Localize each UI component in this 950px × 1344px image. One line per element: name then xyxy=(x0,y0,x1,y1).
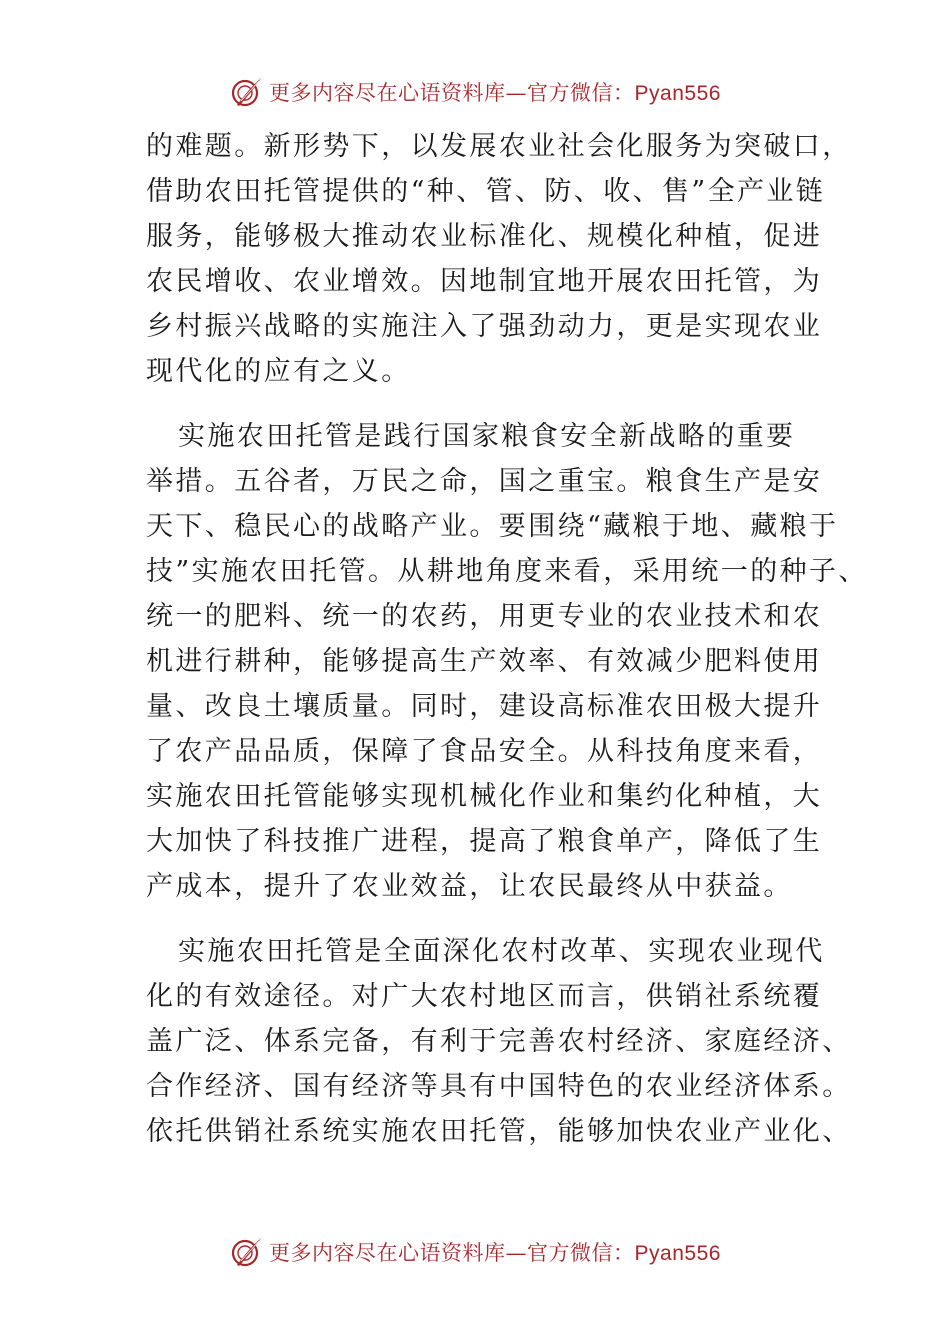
text-line: 乡村振兴战略的实施注入了强劲动力，更是实现农业 xyxy=(146,311,823,342)
text-line: 借助农田托管提供的“种、管、防、收、售”全产业链 xyxy=(146,176,826,207)
header-banner xyxy=(0,72,950,112)
header-banner-text: 更多内容尽在心语资料库—官方微信：Pyan556 xyxy=(269,81,721,105)
header-wechat-id: Pyan556 xyxy=(634,82,721,105)
footer-banner xyxy=(0,1232,950,1272)
footer-banner-text: 更多内容尽在心语资料库—官方微信：Pyan556 xyxy=(269,1241,721,1265)
text-line: 实施农田托管是践行国家粮食安全新战略的重要 xyxy=(178,421,796,452)
text-line: 实施农田托管能够实现机械化作业和集约化种植，大 xyxy=(146,781,823,812)
text-line: 举措。五谷者，万民之命，国之重宝。粮食生产是安 xyxy=(146,466,823,497)
document-body xyxy=(146,124,868,1154)
text-line: 现代化的应有之义。 xyxy=(146,356,411,387)
text-line: 技”实施农田托管。从耕地角度来看，采用统一的种子、 xyxy=(146,556,868,587)
text-line: 了农产品品质，保障了食品安全。从科技角度来看， xyxy=(146,736,823,767)
text-line: 农民增收、农业增效。因地制宜地开展农田托管，为 xyxy=(146,266,823,297)
feather-quill-logo-icon xyxy=(229,1235,263,1269)
text-line: 大加快了科技推广进程，提高了粮食单产，降低了生 xyxy=(146,826,823,857)
feather-quill-logo-icon xyxy=(229,75,263,109)
paragraph-1 xyxy=(146,124,852,394)
text-line: 天下、稳民心的战略产业。要围绕“藏粮于地、藏粮于 xyxy=(146,511,839,542)
text-line: 实施农田托管是全面深化农村改革、实现农业现代 xyxy=(178,936,825,967)
paragraph-3 xyxy=(146,929,852,1154)
paragraph-2 xyxy=(146,414,868,909)
text-line: 化的有效途径。对广大农村地区而言，供销社系统覆 xyxy=(146,981,823,1012)
text-line: 合作经济、国有经济等具有中国特色的农业经济体系。 xyxy=(146,1071,852,1102)
text-line: 盖广泛、体系完备，有利于完善农村经济、家庭经济、 xyxy=(146,1026,852,1057)
text-line: 的难题。新形势下，以发展农业社会化服务为突破口， xyxy=(146,131,852,162)
footer-wechat-id: Pyan556 xyxy=(634,1242,721,1265)
text-line: 服务，能够极大推动农业标准化、规模化种植，促进 xyxy=(146,221,823,252)
text-line: 量、改良土壤质量。同时，建设高标准农田极大提升 xyxy=(146,691,823,722)
text-line: 机进行耕种，能够提高生产效率、有效减少肥料使用 xyxy=(146,646,823,677)
text-line: 依托供销社系统实施农田托管，能够加快农业产业化、 xyxy=(146,1116,852,1147)
text-line: 统一的肥料、统一的农药，用更专业的农业技术和农 xyxy=(146,601,823,632)
text-line: 产成本，提升了农业效益，让农民最终从中获益。 xyxy=(146,871,793,902)
